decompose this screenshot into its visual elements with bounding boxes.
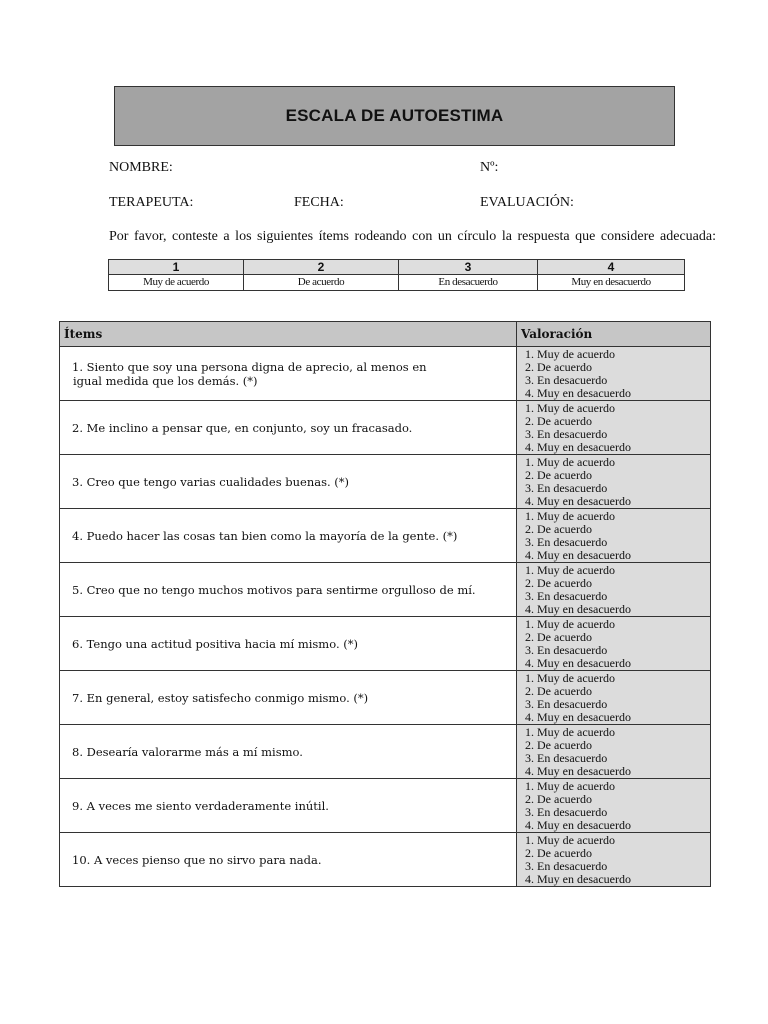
item-text-line: igual medida que los demás. (*) <box>73 373 258 388</box>
valoracion-option-1[interactable]: 1. Muy de acuerdo <box>525 671 615 685</box>
valoracion-option-2[interactable]: 2. De acuerdo <box>525 629 592 644</box>
valoracion-options <box>517 617 711 671</box>
valoracion-options <box>517 833 711 887</box>
scale-label-4: Muy en desacuerdo <box>538 275 685 291</box>
item-text-line: 2. Me inclino a pensar que, en conjunto, soy un fracasado. <box>72 420 413 435</box>
table-row <box>60 347 711 401</box>
item-text-line: 9. A veces me siento verdaderamente inútil. <box>72 798 329 813</box>
valoracion-option-3[interactable]: 3. En desacuerdo <box>525 804 608 819</box>
table-row <box>60 455 711 509</box>
scale-number-3: 3 <box>399 260 538 275</box>
table-row <box>60 671 711 725</box>
item-text <box>60 455 517 509</box>
item-text-line: 7. En general, estoy satisfecho conmigo mismo. (*) <box>72 690 369 705</box>
valoracion-option-2[interactable]: 2. De acuerdo <box>525 575 592 590</box>
valoracion-option-4[interactable]: 4. Muy en desacuerdo <box>525 493 631 508</box>
terapeuta-field[interactable]: TERAPEUTA: <box>109 195 194 210</box>
evaluacion-field[interactable]: EVALUACIÓN: <box>480 195 574 210</box>
item-text <box>60 833 517 887</box>
valoracion-option-4[interactable]: 4. Muy en desacuerdo <box>525 601 631 616</box>
table-row <box>60 833 711 887</box>
items-table <box>59 321 711 887</box>
item-text <box>60 779 517 833</box>
item-text <box>60 347 517 401</box>
valoracion-option-4[interactable]: 4. Muy en desacuerdo <box>525 709 631 724</box>
item-text-line: 5. Creo que no tengo muchos motivos para sentirme orgulloso de mí. <box>72 582 476 597</box>
valoracion-option-4[interactable]: 4. Muy en desacuerdo <box>525 871 631 886</box>
valoracion-option-4[interactable]: 4. Muy en desacuerdo <box>525 547 631 562</box>
valoracion-options <box>517 725 711 779</box>
valoracion-option-2[interactable]: 2. De acuerdo <box>525 467 592 482</box>
valoracion-options <box>517 779 711 833</box>
valoracion-option-4[interactable]: 4. Muy en desacuerdo <box>525 439 631 454</box>
valoracion-option-3[interactable]: 3. En desacuerdo <box>525 372 608 387</box>
item-text-line: 3. Creo que tengo varias cualidades buenas. (*) <box>72 474 350 489</box>
table-row <box>60 779 711 833</box>
scale-label-2: De acuerdo <box>244 275 399 291</box>
valoracion-option-3[interactable]: 3. En desacuerdo <box>525 534 608 549</box>
item-text <box>60 509 517 563</box>
valoracion-options <box>517 455 711 509</box>
fecha-field[interactable]: FECHA: <box>294 195 344 210</box>
valoracion-option-3[interactable]: 3. En desacuerdo <box>525 426 608 441</box>
valoracion-option-1[interactable]: 1. Muy de acuerdo <box>525 401 615 415</box>
table-row <box>60 725 711 779</box>
valoracion-option-1[interactable]: 1. Muy de acuerdo <box>525 617 615 631</box>
valoracion-options <box>517 347 711 401</box>
valoracion-options <box>517 509 711 563</box>
valoracion-option-3[interactable]: 3. En desacuerdo <box>525 696 608 711</box>
scale-label-3: En desacuerdo <box>399 275 538 291</box>
valoracion-option-1[interactable]: 1. Muy de acuerdo <box>525 833 615 847</box>
valoracion-option-3[interactable]: 3. En desacuerdo <box>525 858 608 873</box>
table-row <box>60 509 711 563</box>
valoracion-options <box>517 671 711 725</box>
scale-number-1: 1 <box>109 260 244 275</box>
item-text-line: 8. Desearía valorarme más a mí mismo. <box>72 744 303 759</box>
table-row <box>60 617 711 671</box>
item-text <box>60 401 517 455</box>
valoracion-option-1[interactable]: 1. Muy de acuerdo <box>525 347 615 361</box>
valoracion-option-2[interactable]: 2. De acuerdo <box>525 359 592 374</box>
table-row <box>60 401 711 455</box>
valoracion-option-3[interactable]: 3. En desacuerdo <box>525 588 608 603</box>
valoracion-option-4[interactable]: 4. Muy en desacuerdo <box>525 385 631 400</box>
valoracion-option-1[interactable]: 1. Muy de acuerdo <box>525 563 615 577</box>
valoracion-option-1[interactable]: 1. Muy de acuerdo <box>525 455 615 469</box>
scale-number-2: 2 <box>244 260 399 275</box>
page-title: ESCALA DE AUTOESTIMA <box>285 106 504 125</box>
item-text <box>60 671 517 725</box>
table-row <box>60 563 711 617</box>
valoracion-option-4[interactable]: 4. Muy en desacuerdo <box>525 763 631 778</box>
valoracion-option-1[interactable]: 1. Muy de acuerdo <box>525 509 615 523</box>
valoracion-option-3[interactable]: 3. En desacuerdo <box>525 750 608 765</box>
item-text <box>60 563 517 617</box>
item-text <box>60 617 517 671</box>
valoracion-option-2[interactable]: 2. De acuerdo <box>525 845 592 860</box>
item-text-line: 6. Tengo una actitud positiva hacia mí mismo. (*) <box>72 636 358 651</box>
valoracion-header: Valoración <box>517 322 711 347</box>
scale-label-1: Muy de acuerdo <box>109 275 244 291</box>
response-scale <box>108 259 685 291</box>
scale-number-4: 4 <box>538 260 685 275</box>
item-text-line: 10. A veces pienso que no sirvo para nada. <box>72 852 322 867</box>
valoracion-option-4[interactable]: 4. Muy en desacuerdo <box>525 817 631 832</box>
valoracion-option-1[interactable]: 1. Muy de acuerdo <box>525 779 615 793</box>
numero-field[interactable]: Nº: <box>480 160 499 175</box>
valoracion-options <box>517 401 711 455</box>
valoracion-option-2[interactable]: 2. De acuerdo <box>525 413 592 428</box>
valoracion-option-3[interactable]: 3. En desacuerdo <box>525 480 608 495</box>
valoracion-option-2[interactable]: 2. De acuerdo <box>525 737 592 752</box>
title-box <box>114 86 675 146</box>
valoracion-option-1[interactable]: 1. Muy de acuerdo <box>525 725 615 739</box>
valoracion-option-2[interactable]: 2. De acuerdo <box>525 521 592 536</box>
item-text-line: 1. Siento que soy una persona digna de aprecio, al menos en <box>72 359 427 374</box>
valoracion-options <box>517 563 711 617</box>
instructions: Por favor, conteste a los siguientes ítems rodeando con un círculo la respuesta que considere adecuada: <box>109 229 716 244</box>
items-header: Ítems <box>60 322 517 347</box>
valoracion-option-3[interactable]: 3. En desacuerdo <box>525 642 608 657</box>
item-text-line: 4. Puedo hacer las cosas tan bien como la mayoría de la gente. (*) <box>72 528 458 543</box>
valoracion-option-2[interactable]: 2. De acuerdo <box>525 683 592 698</box>
valoracion-option-2[interactable]: 2. De acuerdo <box>525 791 592 806</box>
item-text <box>60 725 517 779</box>
nombre-field[interactable]: NOMBRE: <box>109 160 173 175</box>
valoracion-option-4[interactable]: 4. Muy en desacuerdo <box>525 655 631 670</box>
